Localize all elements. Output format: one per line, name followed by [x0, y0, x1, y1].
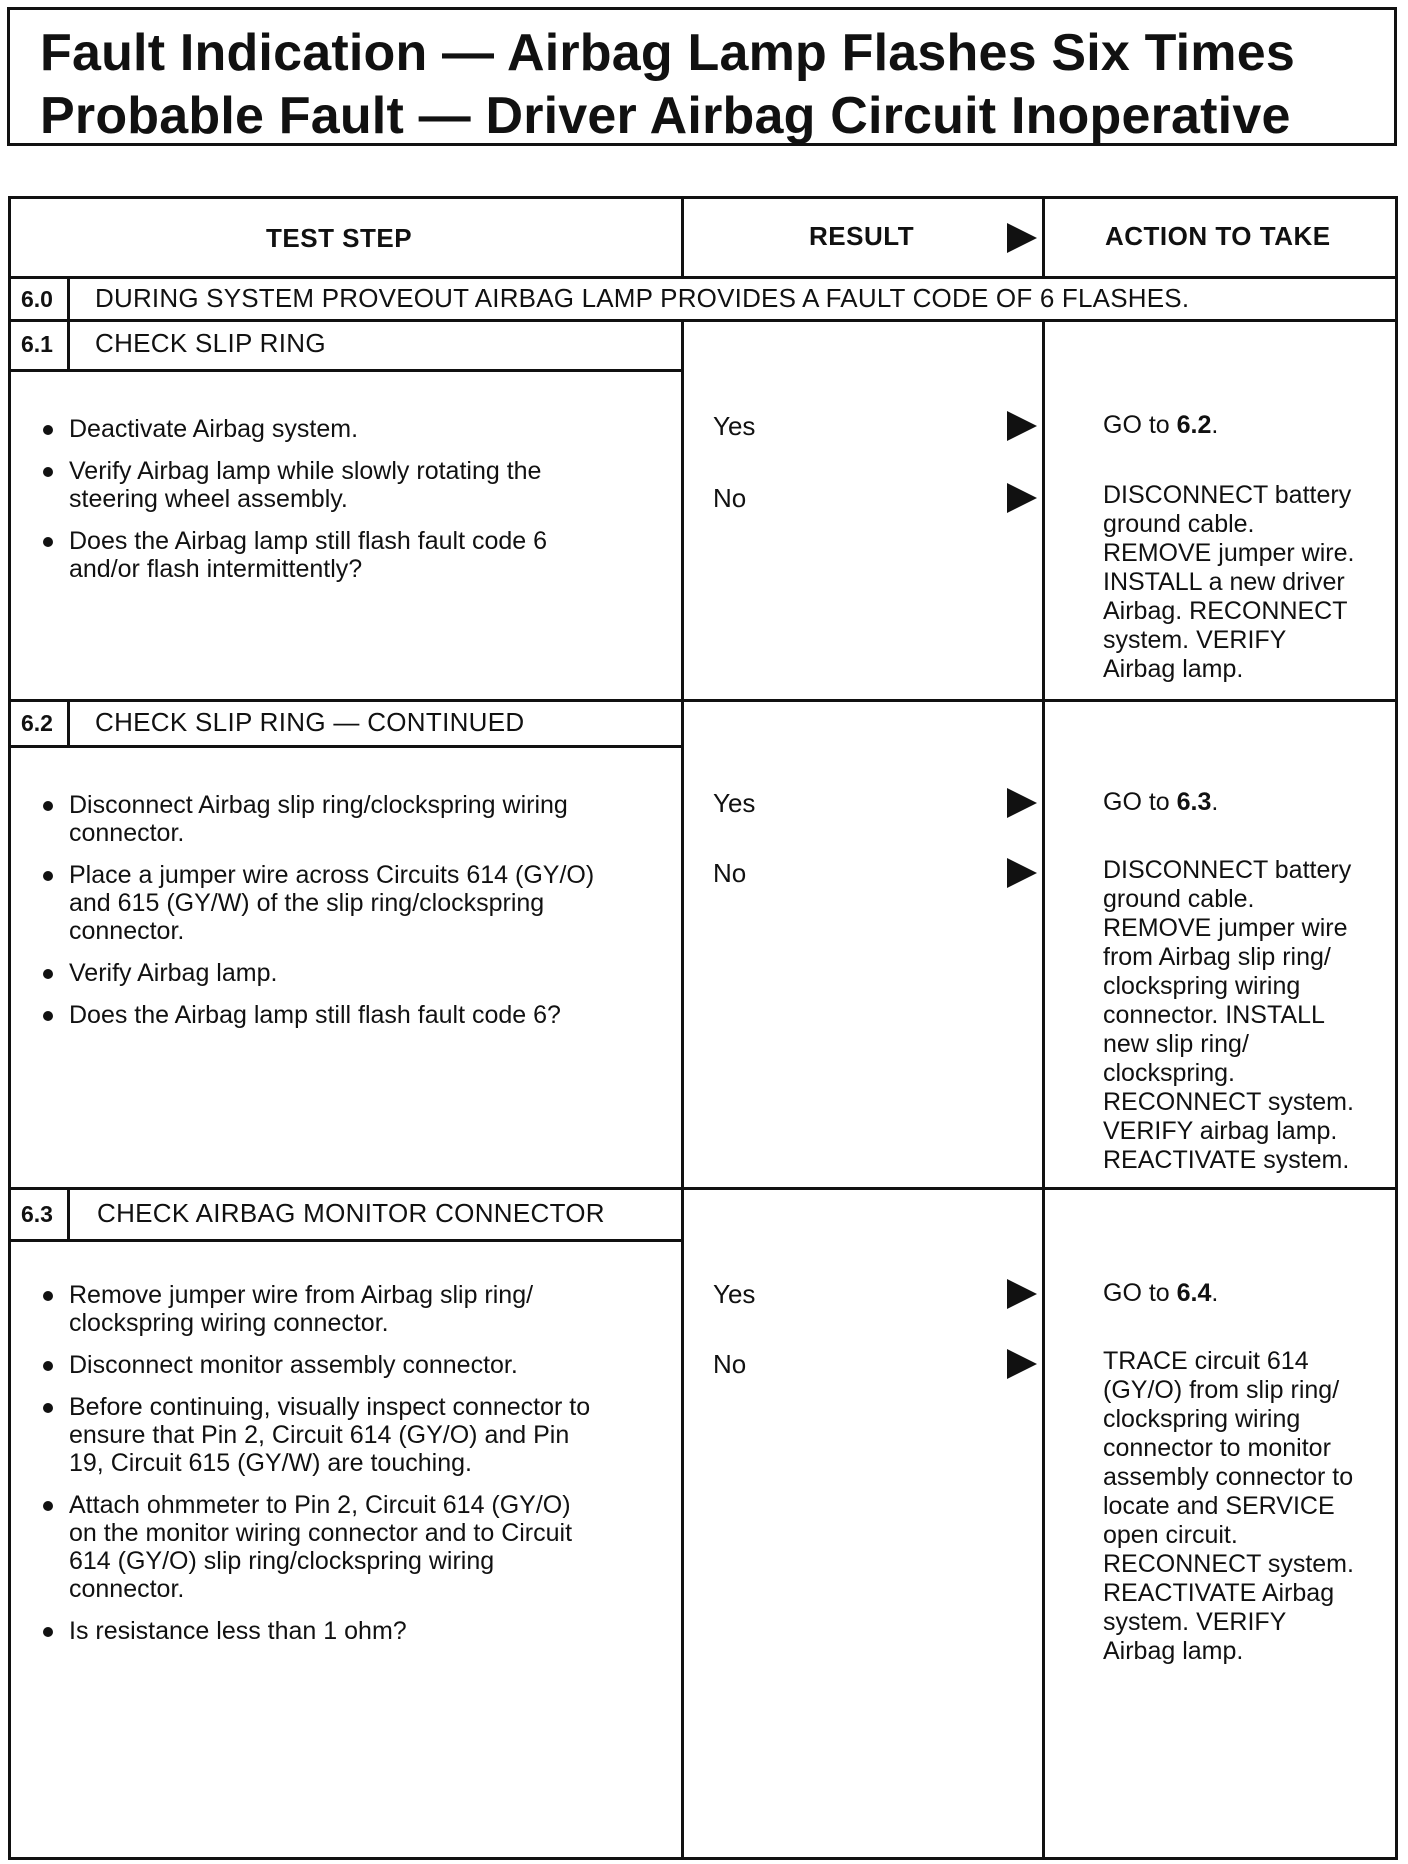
result-arrow-icon: [1007, 483, 1037, 513]
step-bullet: Verify Airbag lamp.: [37, 959, 657, 987]
result-arrow-icon: [1007, 1349, 1037, 1379]
header-result: RESULT: [809, 221, 915, 251]
page-subtitle: Probable Fault — Driver Airbag Circuit Inoperative: [40, 87, 1291, 145]
header-divider: [11, 276, 1395, 279]
header-action: ACTION TO TAKE: [1105, 221, 1331, 251]
step61-num-divider: [67, 319, 70, 369]
result-no: No: [713, 858, 747, 888]
step-bullet: Disconnect monitor assembly connector.: [37, 1351, 667, 1379]
step63-title-divider: [11, 1239, 681, 1242]
result-no: No: [713, 1349, 747, 1379]
step-number: 6.2: [21, 710, 53, 736]
action-goto: GO to 6.4.: [1103, 1279, 1219, 1307]
step-bullet: Remove jumper wire from Airbag slip ring/ clockspring wiring connector.: [37, 1281, 667, 1337]
step-bullet: Does the Airbag lamp still flash fault code 6?: [37, 1001, 657, 1029]
test-step-table: [8, 196, 1398, 1860]
header-arrow-icon: [1007, 223, 1037, 253]
step-bullet: Is resistance less than 1 ohm?: [37, 1617, 667, 1645]
step62-num-divider: [67, 699, 70, 745]
step62-end-divider: [11, 1187, 1395, 1190]
result-yes: Yes: [713, 788, 756, 818]
title-box: [7, 7, 1397, 146]
action-text: DISCONNECT battery ground cable. REMOVE jumper wire. INSTALL a new driver Airbag. RECONNECT system. VERIFY Airbag lamp.: [1103, 481, 1355, 683]
col-divider-2: [1042, 199, 1045, 276]
header-test-step: TEST STEP: [266, 223, 413, 253]
step61-end-divider: [11, 699, 1395, 702]
result-arrow-icon: [1007, 858, 1037, 888]
step-number: 6.1: [21, 331, 53, 357]
col-divider-1b: [681, 319, 684, 1860]
intro-divider: [11, 319, 1395, 322]
step-bullet: Attach ohmmeter to Pin 2, Circuit 614 (GY/O) on the monitor wiring connector and to Circuit 614 (GY/O) slip ring/clockspring wiring connector.: [37, 1491, 667, 1603]
step-bullet-list: [37, 415, 657, 597]
action-text: DISCONNECT battery ground cable. REMOVE jumper wire from Airbag slip ring/ clockspring wiring connector. INSTALL new slip ring/ clockspring. RECONNECT system. VERIFY airbag lamp. REACTIVATE system.: [1103, 856, 1354, 1174]
step-number: 6.3: [21, 1201, 53, 1227]
step-bullet: Disconnect Airbag slip ring/clockspring wiring connector.: [37, 791, 657, 847]
step-title: CHECK AIRBAG MONITOR CONNECTOR: [97, 1198, 605, 1228]
result-arrow-icon: [1007, 788, 1037, 818]
result-no: No: [713, 483, 747, 513]
step61-title-divider: [11, 369, 681, 372]
intro-num-divider: [67, 276, 70, 319]
intro-text: DURING SYSTEM PROVEOUT AIRBAG LAMP PROVIDES A FAULT CODE OF 6 FLASHES.: [95, 283, 1190, 313]
step-bullet: Deactivate Airbag system.: [37, 415, 657, 443]
step-bullet: Before continuing, visually inspect connector to ensure that Pin 2, Circuit 614 (GY/O) and Pin 19, Circuit 615 (GY/W) are touching.: [37, 1393, 667, 1477]
col-divider-2b: [1042, 319, 1045, 1860]
action-goto: GO to 6.3.: [1103, 788, 1219, 816]
step63-num-divider: [67, 1187, 70, 1239]
step-title: CHECK SLIP RING — CONTINUED: [95, 707, 525, 737]
step62-title-divider: [11, 745, 681, 748]
page-title: Fault Indication — Airbag Lamp Flashes Six Times: [40, 24, 1295, 82]
result-arrow-icon: [1007, 411, 1037, 441]
step-bullet-list: [37, 1281, 667, 1659]
col-divider-1: [681, 199, 684, 276]
step-bullet: Verify Airbag lamp while slowly rotating the steering wheel assembly.: [37, 457, 657, 513]
intro-number: 6.0: [21, 286, 53, 312]
result-yes: Yes: [713, 1279, 756, 1309]
result-arrow-icon: [1007, 1279, 1037, 1309]
step-bullet: Place a jumper wire across Circuits 614 (GY/O) and 615 (GY/W) of the slip ring/clockspring connector.: [37, 861, 657, 945]
step-bullet-list: [37, 791, 657, 1043]
action-goto: GO to 6.2.: [1103, 411, 1219, 439]
step-bullet: Does the Airbag lamp still flash fault code 6 and/or flash intermittently?: [37, 527, 657, 583]
action-text: TRACE circuit 614 (GY/O) from slip ring/ clockspring wiring connector to monitor assembly connector to locate and SERVICE open circuit. RECONNECT system. REACTIVATE Airbag system. VERIFY Airbag lamp.: [1103, 1347, 1354, 1665]
step-title: CHECK SLIP RING: [95, 328, 326, 358]
result-yes: Yes: [713, 411, 756, 441]
